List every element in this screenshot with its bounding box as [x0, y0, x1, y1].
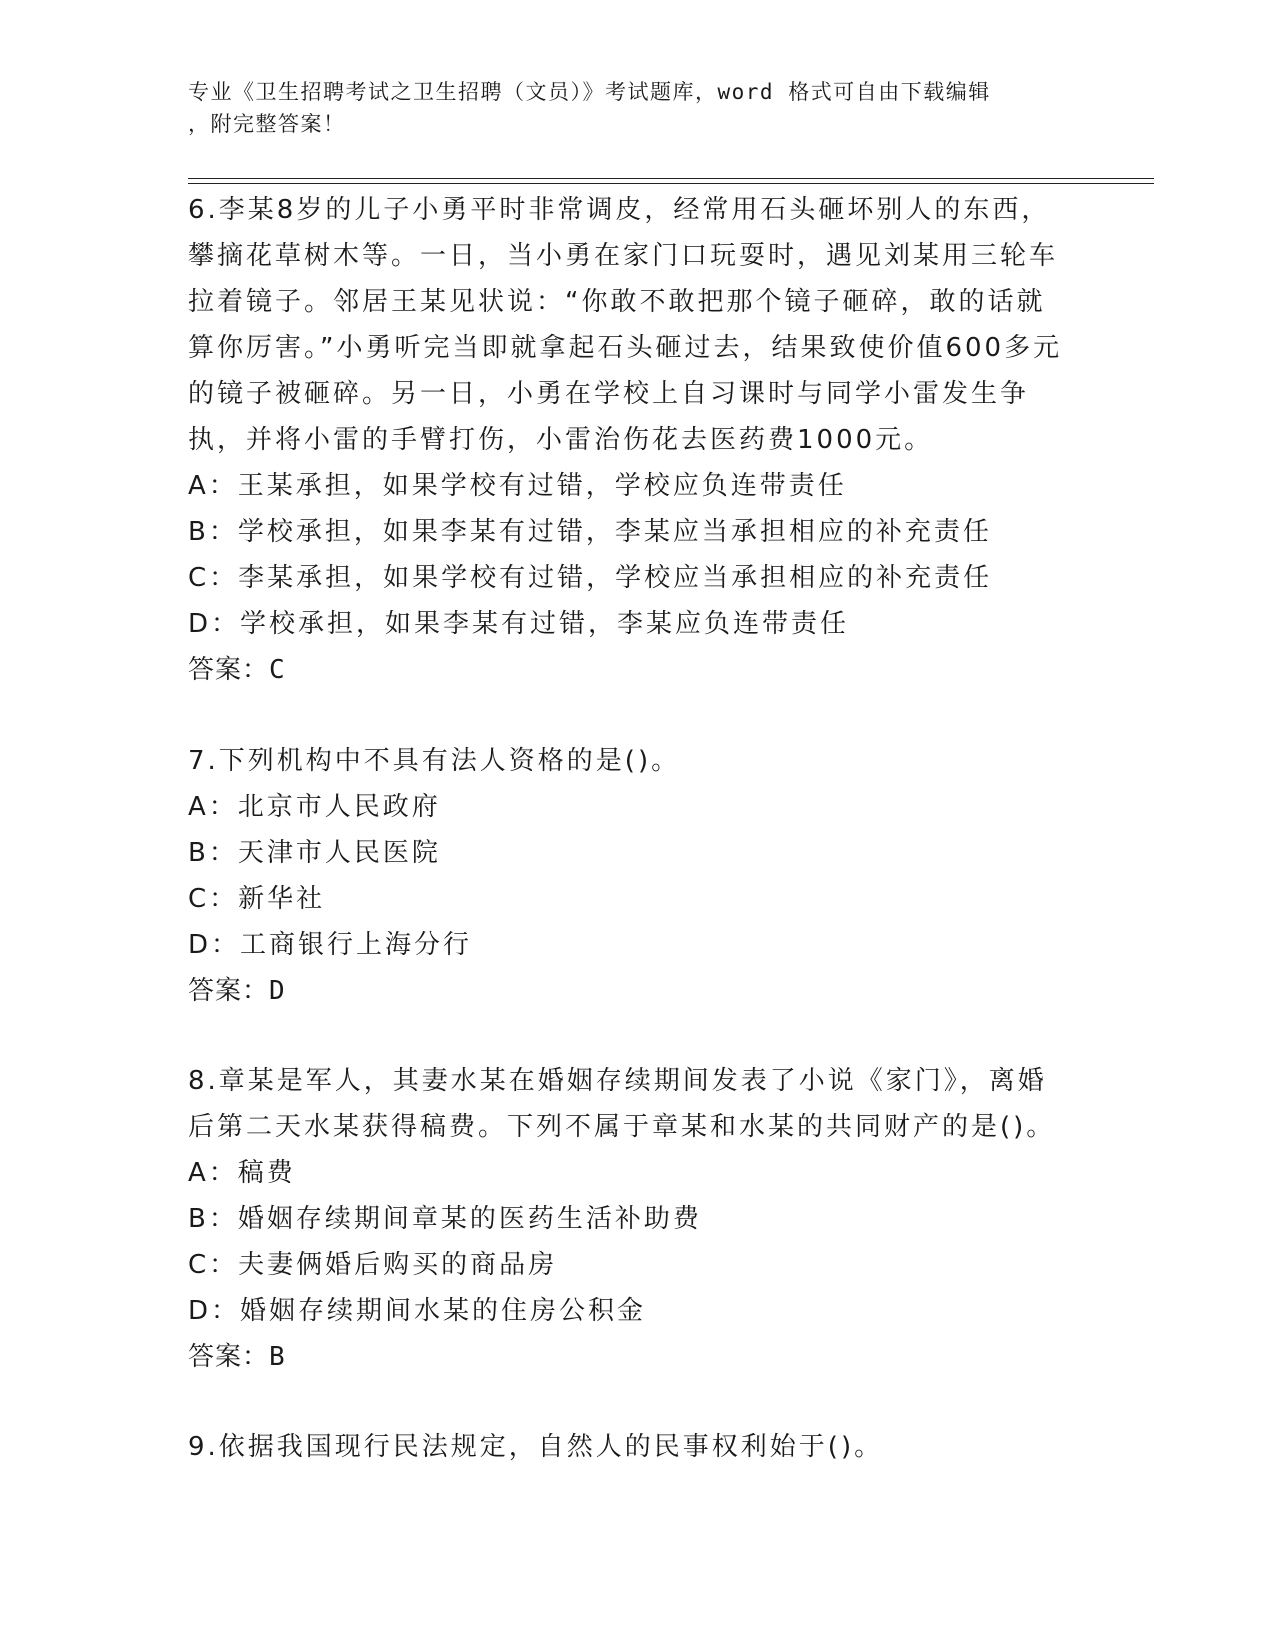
question-stem: 6.李某8岁的儿子小勇平时非常调皮，经常用石头砸坏别人的东西，攀摘花草树木等。一日，当小勇在家门口玩耍时，遇见刘某用三轮车拉着镜子。邻居王某见状说：“你敢不敢把那个镜子砸碎，敢的话就算你厉害。”小勇听完当即就拿起石头砸过去，结果致使价值600多元的镜子被砸碎。另一日，小勇在学校上自习课时与同学小雷发生争执，并将小雷的手臂打伤，小雷治伤花去医药费1000元。	[188, 195, 1063, 455]
answer-value: C	[269, 655, 286, 685]
option-d: D：工商银行上海分行	[188, 930, 473, 960]
question-6	[188, 187, 1068, 693]
option-d: D：婚姻存续期间水某的住房公积金	[188, 1296, 647, 1326]
answer-line	[188, 1334, 1068, 1380]
option-a: A：北京市人民政府	[188, 792, 441, 822]
option-a: A：稿费	[188, 1158, 296, 1188]
header-divider-bottom	[188, 183, 1154, 184]
header-line-1: 专业《卫生招聘考试之卫生招聘（文员）》考试题库，word 格式可自由下载编辑	[188, 80, 991, 104]
question-7	[188, 738, 1068, 1014]
answer-line	[188, 647, 1068, 693]
header-divider-top	[188, 178, 1154, 179]
answer-label: 答案：	[188, 1342, 270, 1372]
option-list	[188, 463, 1068, 647]
answer-value: D	[269, 976, 286, 1006]
answer-label: 答案：	[188, 655, 270, 685]
question-9	[188, 1424, 1068, 1470]
question-stem: 9.依据我国现行民法规定，自然人的民事权利始于()。	[188, 1432, 884, 1462]
answer-line	[188, 968, 1068, 1014]
option-b: B：学校承担，如果李某有过错，李某应当承担相应的补充责任	[188, 517, 992, 547]
option-c: C：新华社	[188, 884, 326, 914]
document-header	[188, 76, 1088, 140]
question-stem: 7.下列机构中不具有法人资格的是()。	[188, 746, 681, 776]
option-a: A：王某承担，如果学校有过错，学校应负连带责任	[188, 471, 847, 501]
question-8	[188, 1058, 1068, 1380]
option-list	[188, 784, 1068, 968]
question-stem: 8.章某是军人，其妻水某在婚姻存续期间发表了小说《家门》，离婚后第二天水某获得稿费。下列不属于章某和水某的共同财产的是()。	[188, 1066, 1056, 1142]
option-d: D：学校承担，如果李某有过错，李某应负连带责任	[188, 609, 850, 639]
answer-label: 答案：	[188, 976, 270, 1006]
option-list	[188, 1150, 1068, 1334]
header-line-2: ，附完整答案！	[188, 112, 346, 136]
option-b: B：天津市人民医院	[188, 838, 441, 868]
option-c: C：夫妻俩婚后购买的商品房	[188, 1250, 558, 1280]
answer-value: B	[269, 1342, 286, 1372]
option-c: C：李某承担，如果学校有过错，学校应当承担相应的补充责任	[188, 563, 993, 593]
option-b: B：婚姻存续期间章某的医药生活补助费	[188, 1204, 702, 1234]
